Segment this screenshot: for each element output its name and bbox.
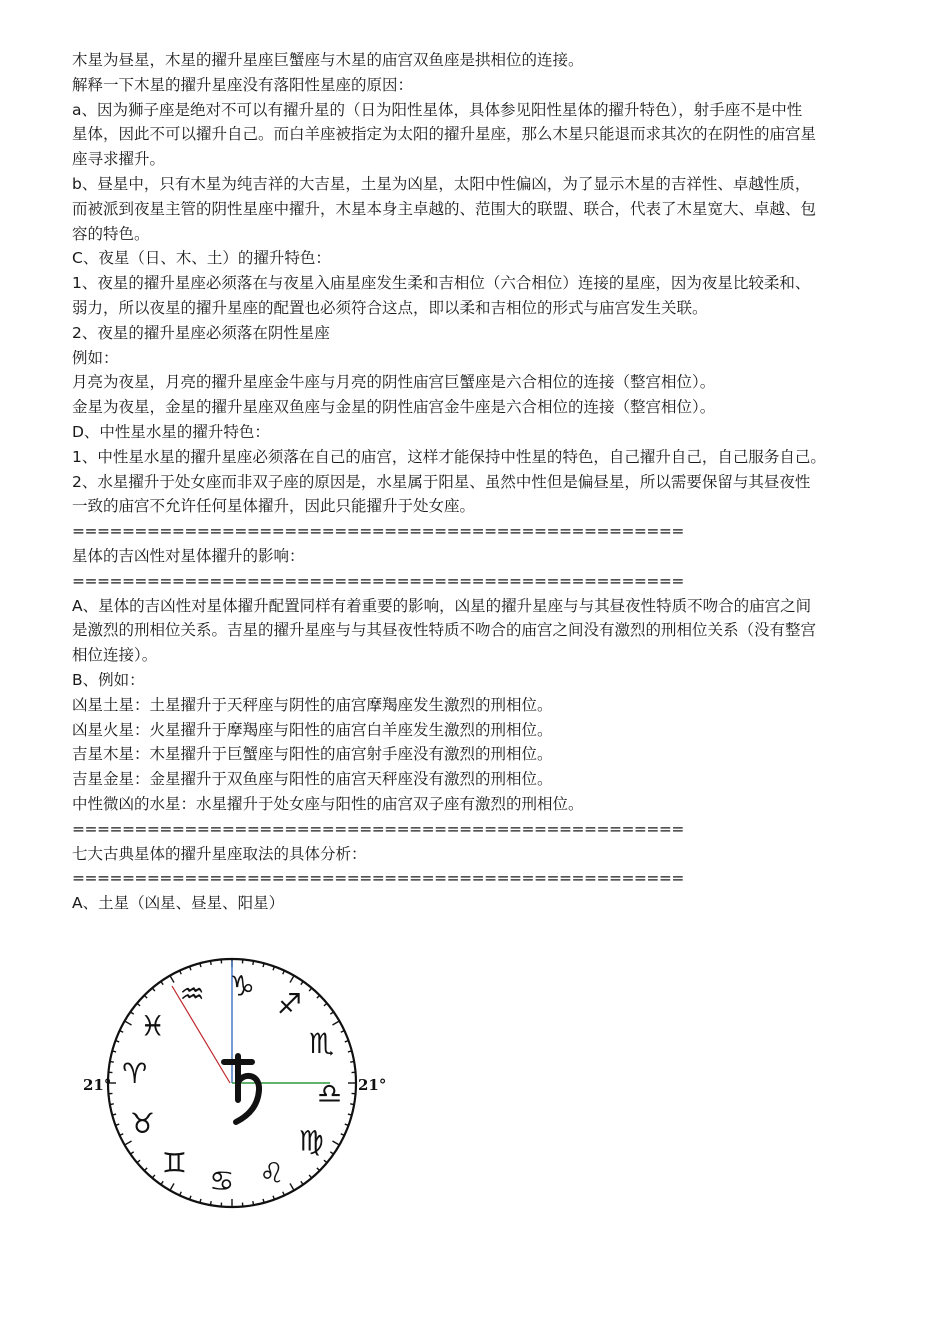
wheel-tick (348, 1051, 352, 1052)
degree-label-left: 21° (83, 1076, 112, 1094)
wheel-tick (112, 1114, 116, 1115)
text-line: A、星体的吉凶性对星体擢升配置同样有着重要的影响，凶星的擢升星座与与其昼夜性特质不吻合的庙宫之间 (72, 596, 812, 615)
section-heading: 星体的吉凶性对星体擢升的影响： (72, 546, 305, 565)
text-line: 而被派到夜星主管的阴性星座中擢升，木星本身主卓越的、范围大的联盟、联合，代表了木星宽大、卓越、包 (72, 199, 817, 218)
wheel-tick (112, 1051, 116, 1052)
text-line: 月亮为夜星，月亮的擢升星座金牛座与月亮的阴性庙宫巨蟹座是六合相位的连接（整宫相位）。 (72, 373, 716, 392)
wheel-tick (110, 1104, 114, 1105)
section-heading: D、中性星水星的擢升特色： (72, 422, 270, 441)
wheel-tick (350, 1061, 354, 1062)
text-line: 木星为昼星，木星的擢升星座巨蟹座与木星的庙宫双鱼座是拱相位的连接。 (72, 51, 584, 69)
wheel-tick (161, 1181, 163, 1184)
wheel-tick (330, 1012, 333, 1014)
text-line: 座寻求擢升。 (72, 150, 166, 169)
separator-line: ================================================= (72, 819, 684, 838)
wheel-tick (137, 1160, 140, 1163)
wheel-tick (170, 976, 174, 983)
wheel-tick (152, 988, 155, 991)
wheel-tick (125, 1021, 132, 1025)
text-line: 凶星火星：火星擢升于摩羯座与阳性的庙宫白羊座发生激烈的刑相位。 (72, 720, 553, 739)
cancer-icon: ♋ (209, 1164, 235, 1198)
wheel-tick (110, 1061, 114, 1062)
wheel-tick (290, 1183, 294, 1190)
wheel-tick (332, 1021, 339, 1025)
wheel-tick (263, 1199, 264, 1203)
wheel-tick (330, 1152, 333, 1154)
wheel-tick (290, 976, 294, 983)
aries-icon: ♈ (121, 1056, 148, 1090)
text-line: a、因为狮子座是绝对不可以有擢升星的（日为阳性星体，具体参见阳性星体的擢升特色），射手座不是中性 (72, 100, 803, 119)
wheel-tick (317, 1168, 320, 1171)
zodiac-wheel (72, 950, 388, 1218)
wheel-tick (301, 1181, 303, 1184)
document-body (72, 48, 892, 916)
section-heading: C、夜星（日、木、土）的擢升特色： (72, 249, 331, 268)
text-line: 1、夜星的擢升星座必须落在与夜星入庙星座发生柔和吉相位（六合相位）连接的星座，因为夜星比较柔和、 (72, 274, 811, 293)
wheel-tick (137, 1003, 140, 1006)
wheel-tick (301, 981, 303, 984)
pisces-icon: ♓ (140, 1009, 166, 1043)
libra-icon: ♎ (316, 1077, 343, 1111)
separator-line: ================================================= (72, 571, 684, 590)
taurus-icon: ♉ (129, 1106, 156, 1140)
wheel-tick (152, 1175, 155, 1178)
capricorn-icon: ♑ (229, 969, 255, 1003)
wheel-tick (200, 963, 201, 967)
wheel-tick (324, 1003, 327, 1006)
wheel-tick (144, 1168, 147, 1171)
wheel-tick (130, 1152, 133, 1154)
text-line: 吉星金星：金星擢升于双鱼座与阳性的庙宫天秤座没有激烈的刑相位。 (72, 770, 553, 789)
aquarius-icon: ♒ (179, 977, 205, 1011)
wheel-tick (263, 963, 264, 967)
separator-line: ================================================= (72, 869, 684, 888)
wheel-tick (130, 1012, 133, 1014)
text-line: 2、夜星的擢升星座必须落在阴性星座 (72, 323, 330, 342)
text-line: 容的特色。 (72, 224, 150, 243)
sagittarius-icon: ♐ (277, 987, 303, 1021)
saturn-icon (224, 1056, 259, 1122)
wheel-tick (170, 1183, 174, 1190)
degree-label-right: 21° (358, 1076, 387, 1094)
virgo-icon: ♍ (298, 1124, 324, 1158)
text-line: 弱力，所以夜星的擢升星座的配置也必须符合这点，即以柔和吉相位的形式与庙宫发生关联。 (72, 298, 708, 317)
wheel-tick (144, 995, 147, 998)
text-line: 相位连接）。 (72, 646, 158, 665)
text-line: 星体，因此不可以擢升自己。而白羊座被指定为太阳的擢升星座，那么木星只能退而求其次的在阴性的庙宫星 (72, 125, 817, 144)
wheel-tick (348, 1114, 352, 1115)
wheel-tick (350, 1104, 354, 1105)
text-line: 解释一下木星的擢升星座没有落阳性星座的原因： (72, 75, 414, 94)
wheel-tick (309, 988, 312, 991)
text-line: 金星为夜星，金星的擢升星座双鱼座与金星的阴性庙宫金牛座是六合相位的连接（整宫相位）。 (72, 398, 716, 417)
section-heading: A、土星（凶星、昼星、阳星） (72, 894, 285, 913)
separator-line: ================================================= (72, 522, 684, 541)
wheel-tick (332, 1141, 339, 1145)
text-line: 是激烈的刑相位关系。吉星的擢升星座与与其昼夜性特质不吻合的庙宫之间没有激烈的刑相位关系（没有整宫 (72, 621, 817, 640)
text-line: 凶星土星：土星擢升于天秤座与阴性的庙宫摩羯座发生激烈的刑相位。 (72, 695, 553, 714)
wheel-tick (317, 995, 320, 998)
wheel-tick (210, 1201, 211, 1205)
text-line: 例如： (72, 348, 119, 367)
text-line: 吉星木星：木星擢升于巨蟹座与阳性的庙宫射手座没有激烈的刑相位。 (72, 745, 553, 764)
leo-icon: ♌ (259, 1156, 285, 1190)
text-line: b、昼星中，只有木星为纯吉祥的大吉星，土星为凶星，太阳中性偏凶，为了显示木星的吉祥性、卓越性质， (72, 174, 811, 193)
section-heading: 七大古典星体的擢升星座取法的具体分析： (72, 844, 367, 863)
wheel-tick (161, 981, 163, 984)
wheel-tick (210, 961, 211, 965)
wheel-tick (253, 1201, 254, 1205)
wheel-tick (200, 1199, 201, 1203)
text-line: 1、中性星水星的擢升星座必须落在自己的庙宫，这样才能保持中性星的特色，自己擢升自己，自己服务自己。 (72, 447, 826, 466)
scorpio-icon: ♏ (308, 1027, 335, 1061)
text-line: 中性微凶的水星：水星擢升于处女座与阳性的庙宫双子座有激烈的刑相位。 (72, 794, 584, 813)
text-line: B、例如： (72, 670, 145, 689)
wheel-tick (309, 1175, 312, 1178)
gemini-icon: ♊ (161, 1146, 187, 1180)
text-line: 一致的庙宫不允许任何星体擢升，因此只能擢升于处女座。 (72, 497, 476, 516)
zodiac-wheel-figure (72, 950, 388, 1218)
wheel-tick (125, 1141, 132, 1145)
text-line: 2、水星擢升于处女座而非双子座的原因是，水星属于阳星、虽然中性但是偏昼星，所以需要保留与其昼夜性 (72, 472, 811, 491)
wheel-tick (324, 1160, 327, 1163)
wheel-tick (253, 961, 254, 965)
